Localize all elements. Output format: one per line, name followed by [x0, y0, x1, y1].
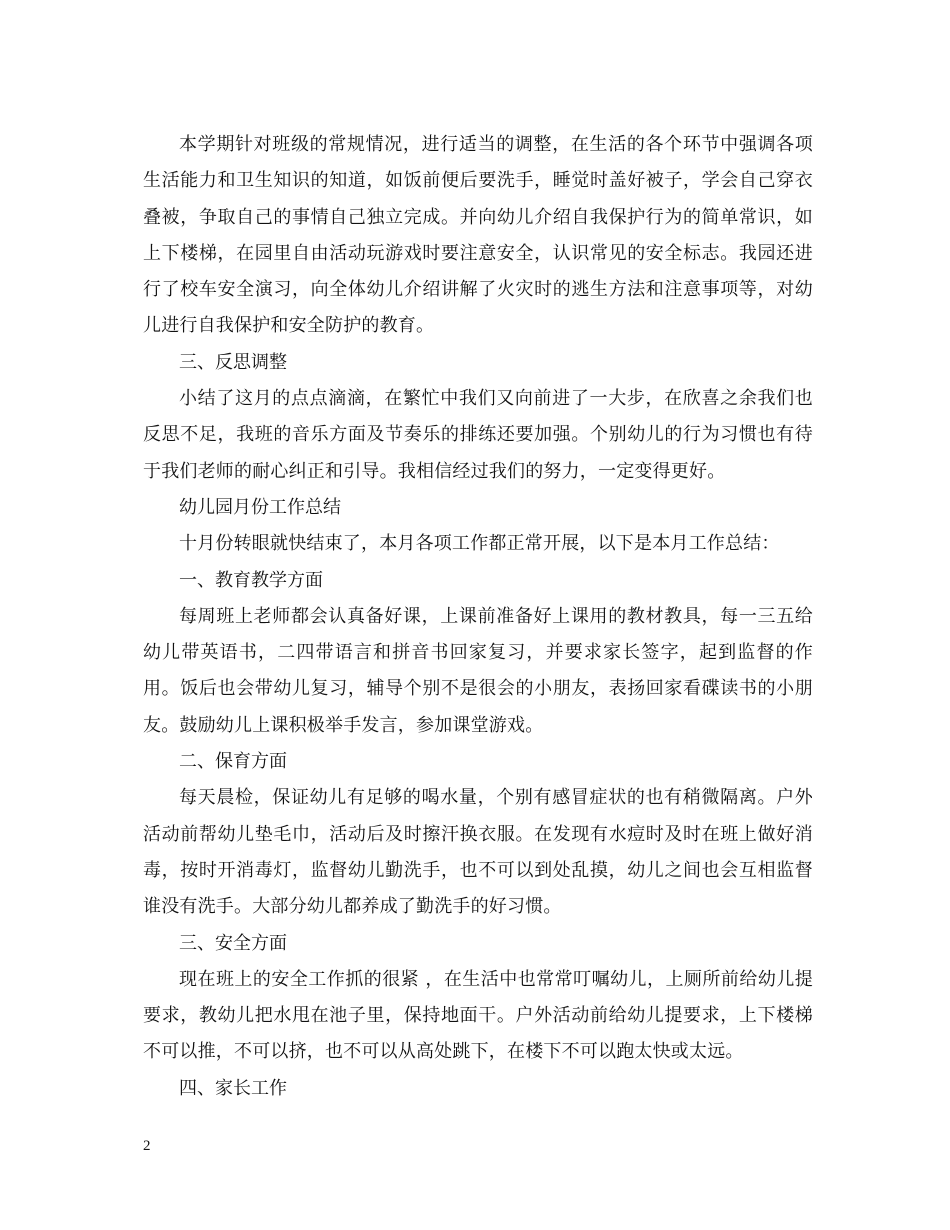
heading-reflection: 三、反思调整	[179, 351, 287, 373]
paragraph-reflection: 小结了这月的点点滴滴，在繁忙中我们又向前进了一大步，在欣喜之余我们也反思不足，我班的音乐方面及节奏乐的排练还要加强。个别幼儿的行为习惯也有待于我们老师的耐心纠正和引导。我相信经过我们的努力，一定变得更好。	[143, 388, 813, 482]
heading-education: 一、教育教学方面	[179, 569, 323, 591]
heading-monthly-summary: 幼儿园月份工作总结	[179, 496, 341, 518]
document-body	[143, 127, 813, 1107]
paragraph-october-intro: 十月份转眼就快结束了，本月各项工作都正常开展，以下是本月工作总结：	[179, 533, 780, 555]
heading-parents: 四、家长工作	[179, 1077, 287, 1099]
paragraph-safety: 现在班上的安全工作抓的很紧 ，在生活中也常常叮嘱幼儿，上厕所前给幼儿提要求，教幼儿把水甩在池子里，保持地面干。户外活动前给幼儿提要求，上下楼梯不可以推，不可以挤，也不可以从高处跳下，在楼下不可以跑太快或太远。	[143, 968, 813, 1063]
paragraph-care: 每天晨检，保证幼儿有足够的喝水量，个别有感冒症状的也有稍微隔离。户外活动前帮幼儿垫毛巾，活动后及时擦汗换衣服。在发现有水痘时及时在班上做好消毒，按时开消毒灯，监督幼儿勤洗手，也不可以到处乱摸，幼儿之间也会互相监督谁没有洗手。大部分幼儿都养成了勤洗手的好习惯。	[143, 787, 813, 918]
heading-safety: 三、安全方面	[179, 932, 287, 954]
paragraph-routine-adjustment: 本学期针对班级的常规情况，进行适当的调整，在生活的各个环节中强调各项生活能力和卫生知识的知道，如饭前便后要洗手，睡觉时盖好被子，学会自己穿衣叠被，争取自己的事情自己独立完成。并向幼儿介绍自我保护行为的简单常识，如上下楼梯，在园里自由活动玩游戏时要注意安全，认识常见的安全标志。我园还进行了校车安全演习，向全体幼儿介绍讲解了火灾时的逃生方法和注意事项等，对幼儿进行自我保护和安全防护的教育。	[143, 134, 813, 337]
heading-care: 二、保育方面	[179, 751, 287, 773]
paragraph-education: 每周班上老师都会认真备好课，上课前准备好上课用的教材教具，每一三五给幼儿带英语书，二四带语言和拼音书回家复习，并要求家长签字，起到监督的作用。饭后也会带幼儿复习，辅导个别不是很会的小朋友，表扬回家看碟读书的小朋友。鼓励幼儿上课积极举手发言，参加课堂游戏。	[143, 605, 813, 736]
page-number: 2	[143, 1138, 151, 1154]
